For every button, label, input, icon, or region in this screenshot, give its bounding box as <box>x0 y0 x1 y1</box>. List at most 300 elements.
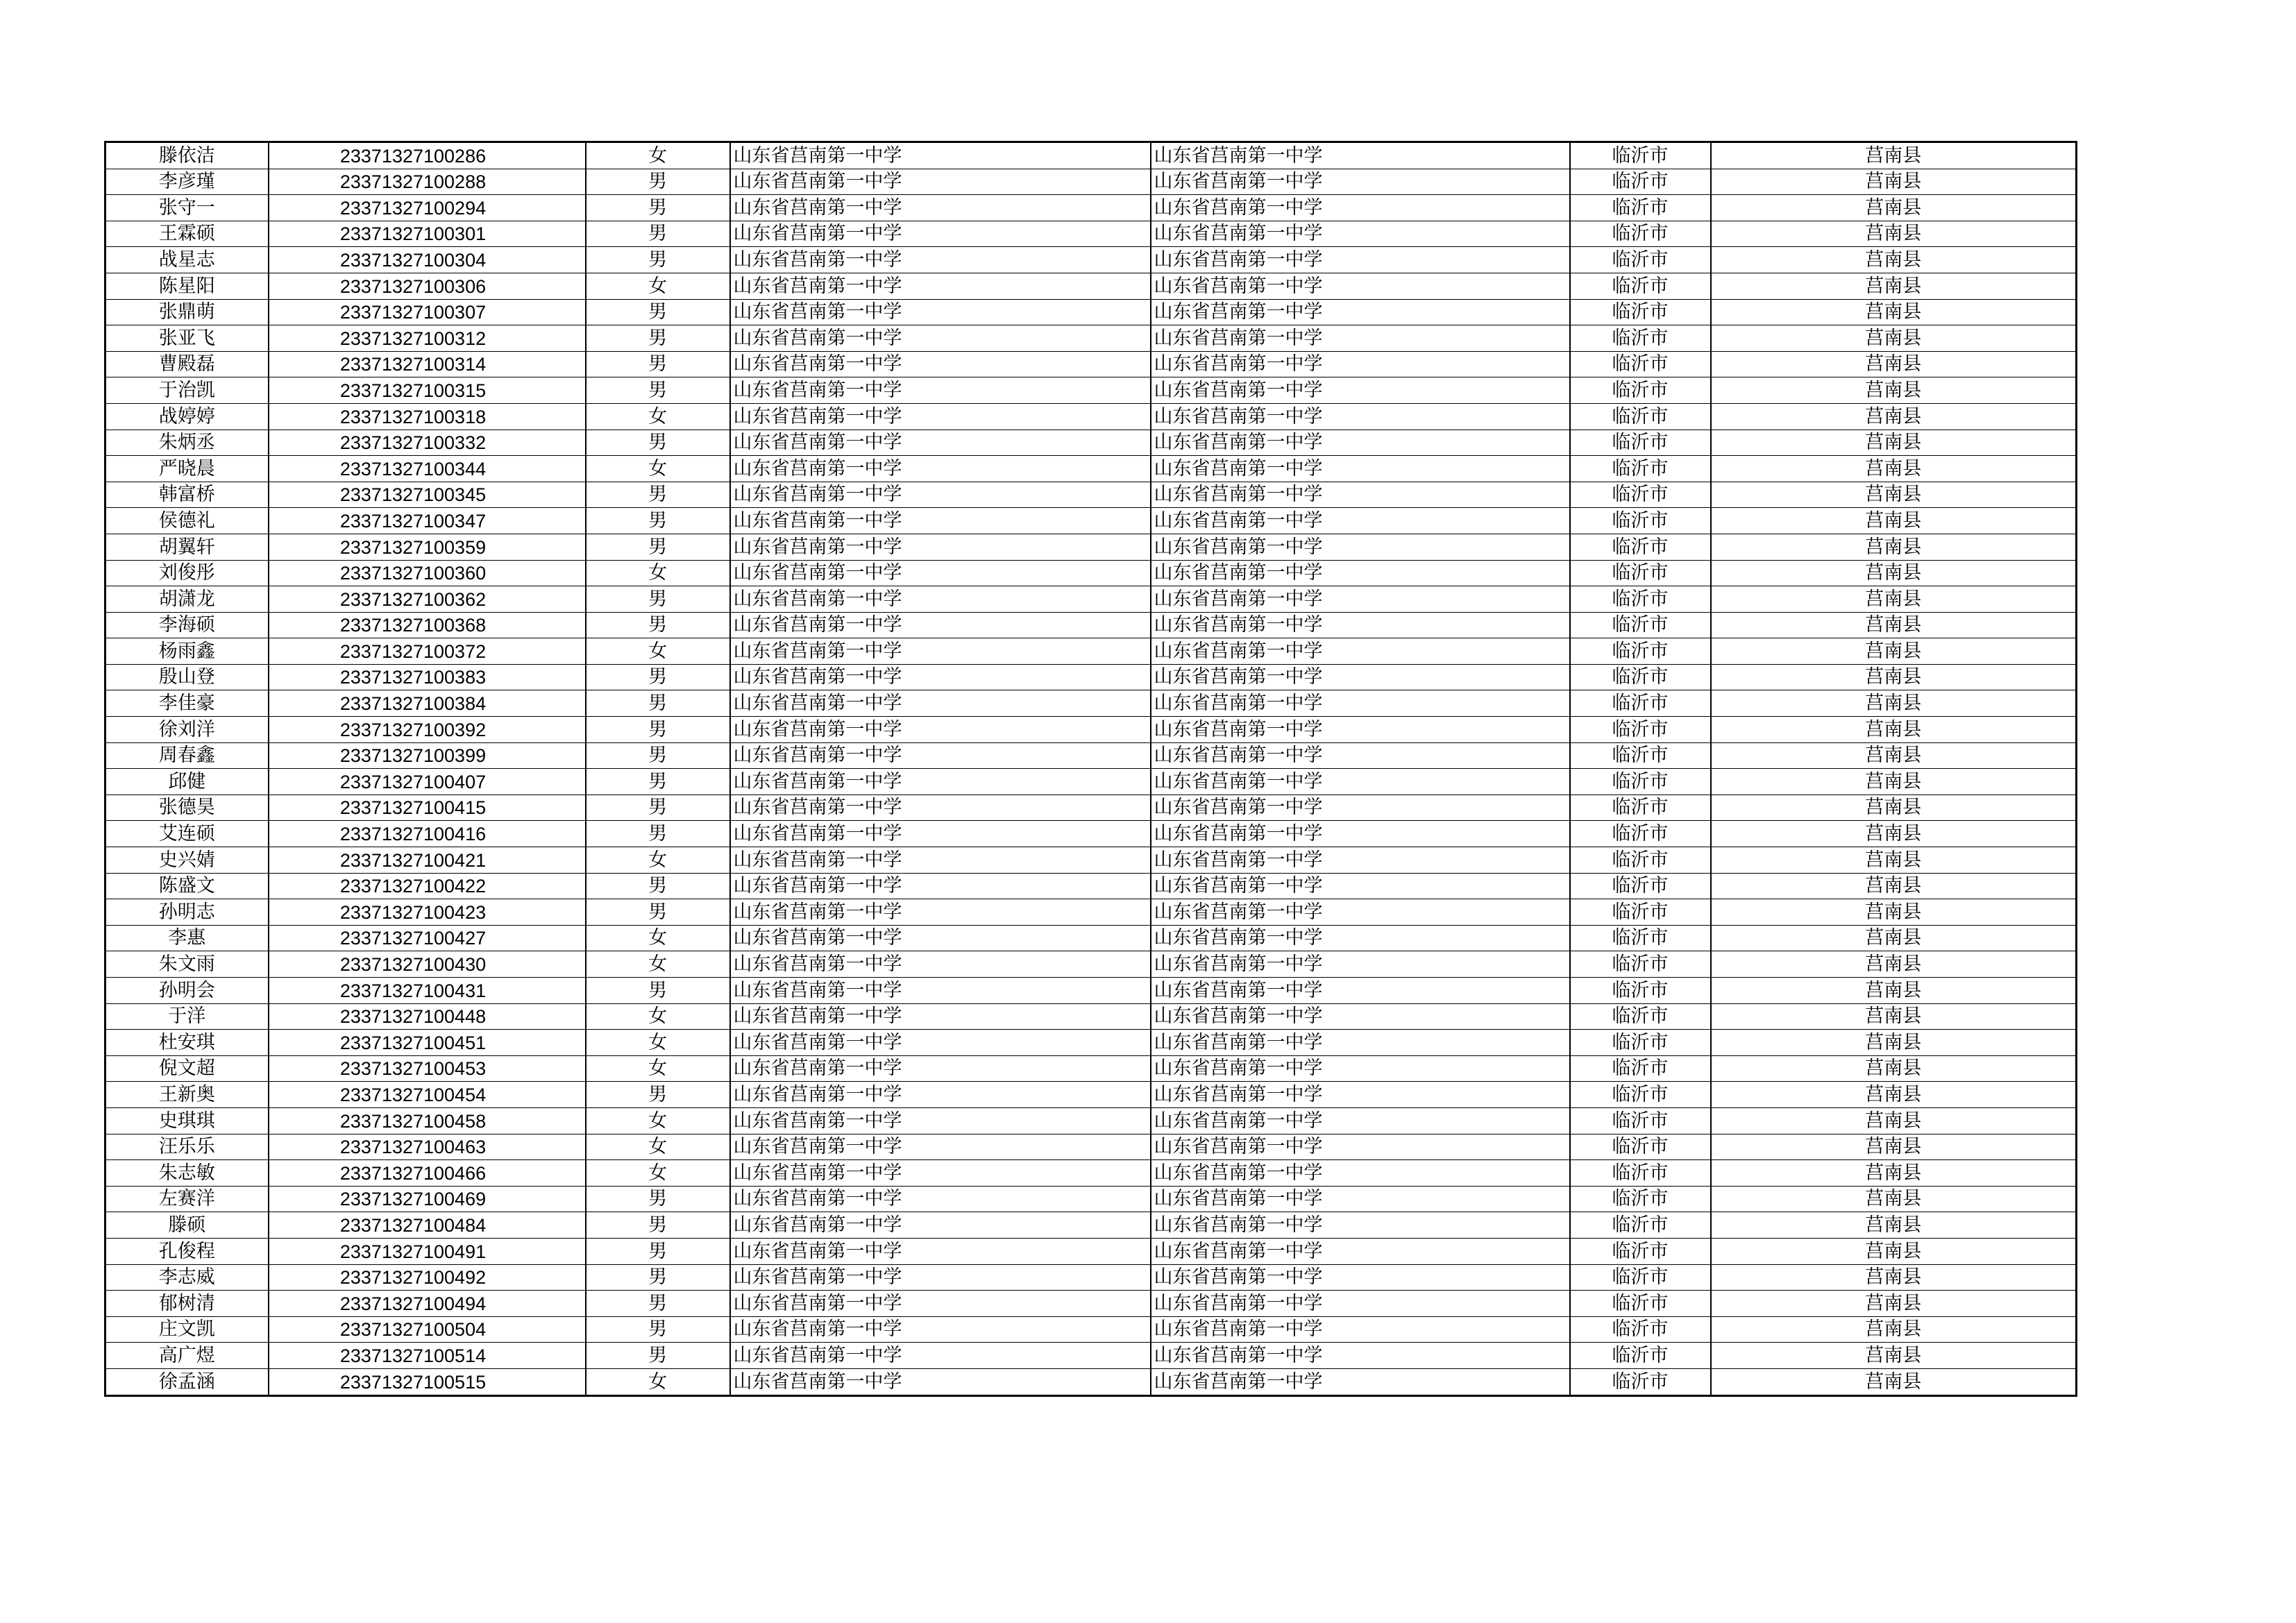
school-cell-2: 山东省莒南第一中学 <box>1151 1082 1570 1108</box>
county-cell: 莒南县 <box>1711 899 2077 926</box>
school-cell-2: 山东省莒南第一中学 <box>1151 1134 1570 1160</box>
exam-number-cell: 23371327100368 <box>269 612 586 638</box>
exam-number-cell: 23371327100458 <box>269 1107 586 1134</box>
school-cell-2: 山东省莒南第一中学 <box>1151 1368 1570 1395</box>
table-row <box>105 299 2077 325</box>
table-row <box>105 847 2077 874</box>
student-name-cell: 于洋 <box>105 1003 269 1030</box>
county-cell: 莒南县 <box>1711 1343 2077 1369</box>
county-cell: 莒南县 <box>1711 247 2077 273</box>
school-cell: 山东省莒南第一中学 <box>730 1368 1151 1395</box>
county-cell: 莒南县 <box>1711 325 2077 352</box>
school-cell: 山东省莒南第一中学 <box>730 664 1151 690</box>
school-cell: 山东省莒南第一中学 <box>730 456 1151 482</box>
school-cell-2: 山东省莒南第一中学 <box>1151 1316 1570 1343</box>
exam-number-cell: 23371327100484 <box>269 1212 586 1239</box>
table-row <box>105 1264 2077 1291</box>
student-name-cell: 徐刘洋 <box>105 717 269 743</box>
student-name-cell: 郁树清 <box>105 1291 269 1317</box>
city-cell: 临沂市 <box>1570 769 1711 795</box>
school-cell: 山东省莒南第一中学 <box>730 847 1151 874</box>
exam-number-cell: 23371327100448 <box>269 1003 586 1030</box>
gender-cell: 男 <box>586 1316 730 1343</box>
school-cell-2: 山东省莒南第一中学 <box>1151 690 1570 717</box>
gender-cell: 男 <box>586 1082 730 1108</box>
city-cell: 临沂市 <box>1570 1291 1711 1317</box>
exam-number-cell: 23371327100451 <box>269 1030 586 1056</box>
school-cell-2: 山东省莒南第一中学 <box>1151 951 1570 978</box>
exam-number-cell: 23371327100315 <box>269 377 586 404</box>
county-cell: 莒南县 <box>1711 873 2077 899</box>
gender-cell: 男 <box>586 195 730 221</box>
student-name-cell: 殷山登 <box>105 664 269 690</box>
table-row <box>105 690 2077 717</box>
exam-number-cell: 23371327100423 <box>269 899 586 926</box>
county-cell: 莒南县 <box>1711 978 2077 1004</box>
school-cell-2: 山东省莒南第一中学 <box>1151 873 1570 899</box>
county-cell: 莒南县 <box>1711 1368 2077 1395</box>
city-cell: 临沂市 <box>1570 899 1711 926</box>
county-cell: 莒南县 <box>1711 1264 2077 1291</box>
exam-number-cell: 23371327100427 <box>269 925 586 951</box>
city-cell: 临沂市 <box>1570 247 1711 273</box>
student-name-cell: 朱文雨 <box>105 951 269 978</box>
city-cell: 临沂市 <box>1570 925 1711 951</box>
gender-cell: 男 <box>586 221 730 247</box>
exam-number-cell: 23371327100515 <box>269 1368 586 1395</box>
table-row <box>105 899 2077 926</box>
table-row <box>105 821 2077 847</box>
school-cell-2: 山东省莒南第一中学 <box>1151 430 1570 456</box>
table-row <box>105 169 2077 195</box>
school-cell: 山东省莒南第一中学 <box>730 638 1151 665</box>
student-name-cell: 朱炳丞 <box>105 430 269 456</box>
county-cell: 莒南县 <box>1711 1003 2077 1030</box>
table-row <box>105 1343 2077 1369</box>
county-cell: 莒南县 <box>1711 534 2077 560</box>
exam-number-cell: 23371327100422 <box>269 873 586 899</box>
student-name-cell: 滕依洁 <box>105 142 269 169</box>
school-cell-2: 山东省莒南第一中学 <box>1151 899 1570 926</box>
school-cell: 山东省莒南第一中学 <box>730 821 1151 847</box>
county-cell: 莒南县 <box>1711 508 2077 534</box>
table-row <box>105 508 2077 534</box>
school-cell: 山东省莒南第一中学 <box>730 1082 1151 1108</box>
gender-cell: 男 <box>586 247 730 273</box>
gender-cell: 男 <box>586 586 730 613</box>
gender-cell: 男 <box>586 1343 730 1369</box>
student-name-cell: 滕硕 <box>105 1212 269 1239</box>
exam-number-cell: 23371327100345 <box>269 482 586 508</box>
student-name-cell: 朱志敏 <box>105 1160 269 1187</box>
student-name-cell: 王霖硕 <box>105 221 269 247</box>
table-row <box>105 925 2077 951</box>
school-cell: 山东省莒南第一中学 <box>730 1291 1151 1317</box>
student-name-cell: 陈盛文 <box>105 873 269 899</box>
gender-cell: 男 <box>586 325 730 352</box>
school-cell-2: 山东省莒南第一中学 <box>1151 794 1570 821</box>
table-row <box>105 1291 2077 1317</box>
table-row <box>105 742 2077 769</box>
school-cell: 山东省莒南第一中学 <box>730 534 1151 560</box>
city-cell: 临沂市 <box>1570 664 1711 690</box>
exam-number-cell: 23371327100286 <box>269 142 586 169</box>
school-cell: 山东省莒南第一中学 <box>730 1107 1151 1134</box>
city-cell: 临沂市 <box>1570 612 1711 638</box>
student-name-cell: 李惠 <box>105 925 269 951</box>
table-row <box>105 430 2077 456</box>
exam-number-cell: 23371327100344 <box>269 456 586 482</box>
table-row <box>105 794 2077 821</box>
student-name-cell: 高广煜 <box>105 1343 269 1369</box>
gender-cell: 女 <box>586 1055 730 1082</box>
school-cell: 山东省莒南第一中学 <box>730 1134 1151 1160</box>
exam-number-cell: 23371327100492 <box>269 1264 586 1291</box>
gender-cell: 女 <box>586 1107 730 1134</box>
exam-number-cell: 23371327100288 <box>269 169 586 195</box>
gender-cell: 女 <box>586 847 730 874</box>
exam-number-cell: 23371327100332 <box>269 430 586 456</box>
student-name-cell: 李佳豪 <box>105 690 269 717</box>
school-cell-2: 山东省莒南第一中学 <box>1151 560 1570 586</box>
exam-number-cell: 23371327100431 <box>269 978 586 1004</box>
school-cell-2: 山东省莒南第一中学 <box>1151 978 1570 1004</box>
school-cell-2: 山东省莒南第一中学 <box>1151 742 1570 769</box>
city-cell: 临沂市 <box>1570 847 1711 874</box>
school-cell: 山东省莒南第一中学 <box>730 612 1151 638</box>
gender-cell: 女 <box>586 273 730 299</box>
city-cell: 临沂市 <box>1570 1186 1711 1212</box>
county-cell: 莒南县 <box>1711 638 2077 665</box>
school-cell-2: 山东省莒南第一中学 <box>1151 1055 1570 1082</box>
exam-number-cell: 23371327100463 <box>269 1134 586 1160</box>
county-cell: 莒南县 <box>1711 612 2077 638</box>
county-cell: 莒南县 <box>1711 273 2077 299</box>
school-cell-2: 山东省莒南第一中学 <box>1151 325 1570 352</box>
exam-number-cell: 23371327100494 <box>269 1291 586 1317</box>
school-cell: 山东省莒南第一中学 <box>730 717 1151 743</box>
school-cell-2: 山东省莒南第一中学 <box>1151 717 1570 743</box>
table-row <box>105 1212 2077 1239</box>
table-row <box>105 638 2077 665</box>
school-cell-2: 山东省莒南第一中学 <box>1151 247 1570 273</box>
city-cell: 临沂市 <box>1570 221 1711 247</box>
student-name-cell: 孙明会 <box>105 978 269 1004</box>
school-cell-2: 山东省莒南第一中学 <box>1151 273 1570 299</box>
school-cell: 山东省莒南第一中学 <box>730 742 1151 769</box>
county-cell: 莒南县 <box>1711 1160 2077 1187</box>
student-name-cell: 李彦瑾 <box>105 169 269 195</box>
city-cell: 临沂市 <box>1570 482 1711 508</box>
gender-cell: 男 <box>586 534 730 560</box>
school-cell-2: 山东省莒南第一中学 <box>1151 664 1570 690</box>
exam-number-cell: 23371327100383 <box>269 664 586 690</box>
city-cell: 临沂市 <box>1570 1264 1711 1291</box>
exam-number-cell: 23371327100307 <box>269 299 586 325</box>
city-cell: 临沂市 <box>1570 1030 1711 1056</box>
school-cell-2: 山东省莒南第一中学 <box>1151 195 1570 221</box>
gender-cell: 男 <box>586 978 730 1004</box>
county-cell: 莒南县 <box>1711 142 2077 169</box>
school-cell: 山东省莒南第一中学 <box>730 794 1151 821</box>
school-cell: 山东省莒南第一中学 <box>730 1316 1151 1343</box>
gender-cell: 女 <box>586 951 730 978</box>
student-name-cell: 邱健 <box>105 769 269 795</box>
county-cell: 莒南县 <box>1711 769 2077 795</box>
city-cell: 临沂市 <box>1570 325 1711 352</box>
table-row <box>105 873 2077 899</box>
county-cell: 莒南县 <box>1711 221 2077 247</box>
exam-number-cell: 23371327100362 <box>269 586 586 613</box>
school-cell-2: 山东省莒南第一中学 <box>1151 1343 1570 1369</box>
student-name-cell: 张鼎萌 <box>105 299 269 325</box>
school-cell: 山东省莒南第一中学 <box>730 873 1151 899</box>
school-cell: 山东省莒南第一中学 <box>730 482 1151 508</box>
student-name-cell: 孔俊程 <box>105 1238 269 1264</box>
student-name-cell: 侯德礼 <box>105 508 269 534</box>
school-cell: 山东省莒南第一中学 <box>730 1238 1151 1264</box>
school-cell-2: 山东省莒南第一中学 <box>1151 456 1570 482</box>
table-row <box>105 1030 2077 1056</box>
exam-number-cell: 23371327100372 <box>269 638 586 665</box>
city-cell: 临沂市 <box>1570 351 1711 377</box>
table-row <box>105 377 2077 404</box>
exam-number-cell: 23371327100421 <box>269 847 586 874</box>
exam-number-cell: 23371327100491 <box>269 1238 586 1264</box>
school-cell-2: 山东省莒南第一中学 <box>1151 299 1570 325</box>
gender-cell: 女 <box>586 1160 730 1187</box>
school-cell-2: 山东省莒南第一中学 <box>1151 847 1570 874</box>
student-name-cell: 汪乐乐 <box>105 1134 269 1160</box>
student-name-cell: 战星志 <box>105 247 269 273</box>
gender-cell: 男 <box>586 351 730 377</box>
gender-cell: 女 <box>586 1134 730 1160</box>
gender-cell: 男 <box>586 1264 730 1291</box>
exam-number-cell: 23371327100359 <box>269 534 586 560</box>
school-cell: 山东省莒南第一中学 <box>730 925 1151 951</box>
exam-number-cell: 23371327100469 <box>269 1186 586 1212</box>
exam-number-cell: 23371327100314 <box>269 351 586 377</box>
exam-number-cell: 23371327100294 <box>269 195 586 221</box>
student-name-cell: 李海硕 <box>105 612 269 638</box>
gender-cell: 男 <box>586 717 730 743</box>
table-row <box>105 612 2077 638</box>
table-row <box>105 273 2077 299</box>
student-name-cell: 胡潇龙 <box>105 586 269 613</box>
table-row <box>105 1134 2077 1160</box>
student-name-cell: 左赛洋 <box>105 1186 269 1212</box>
county-cell: 莒南县 <box>1711 586 2077 613</box>
exam-number-cell: 23371327100514 <box>269 1343 586 1369</box>
student-name-cell: 庄文凯 <box>105 1316 269 1343</box>
exam-number-cell: 23371327100347 <box>269 508 586 534</box>
student-name-cell: 陈星阳 <box>105 273 269 299</box>
exam-number-cell: 23371327100466 <box>269 1160 586 1187</box>
table-row <box>105 195 2077 221</box>
exam-number-cell: 23371327100306 <box>269 273 586 299</box>
student-name-cell: 胡翼轩 <box>105 534 269 560</box>
city-cell: 临沂市 <box>1570 508 1711 534</box>
table-row <box>105 717 2077 743</box>
school-cell: 山东省莒南第一中学 <box>730 299 1151 325</box>
student-name-cell: 曹殿磊 <box>105 351 269 377</box>
exam-number-cell: 23371327100399 <box>269 742 586 769</box>
school-cell: 山东省莒南第一中学 <box>730 899 1151 926</box>
gender-cell: 男 <box>586 169 730 195</box>
school-cell-2: 山东省莒南第一中学 <box>1151 821 1570 847</box>
gender-cell: 男 <box>586 482 730 508</box>
city-cell: 临沂市 <box>1570 142 1711 169</box>
student-name-cell: 孙明志 <box>105 899 269 926</box>
city-cell: 临沂市 <box>1570 195 1711 221</box>
school-cell: 山东省莒南第一中学 <box>730 430 1151 456</box>
school-cell-2: 山东省莒南第一中学 <box>1151 638 1570 665</box>
school-cell: 山东省莒南第一中学 <box>730 273 1151 299</box>
county-cell: 莒南县 <box>1711 1316 2077 1343</box>
table-row <box>105 1003 2077 1030</box>
table-row <box>105 351 2077 377</box>
school-cell-2: 山东省莒南第一中学 <box>1151 1160 1570 1187</box>
school-cell-2: 山东省莒南第一中学 <box>1151 769 1570 795</box>
county-cell: 莒南县 <box>1711 1186 2077 1212</box>
table-row <box>105 560 2077 586</box>
county-cell: 莒南县 <box>1711 951 2077 978</box>
county-cell: 莒南县 <box>1711 925 2077 951</box>
school-cell-2: 山东省莒南第一中学 <box>1151 221 1570 247</box>
city-cell: 临沂市 <box>1570 1316 1711 1343</box>
gender-cell: 女 <box>586 638 730 665</box>
school-cell-2: 山东省莒南第一中学 <box>1151 1186 1570 1212</box>
student-name-cell: 杜安琪 <box>105 1030 269 1056</box>
school-cell-2: 山东省莒南第一中学 <box>1151 403 1570 430</box>
city-cell: 临沂市 <box>1570 169 1711 195</box>
city-cell: 临沂市 <box>1570 377 1711 404</box>
gender-cell: 男 <box>586 742 730 769</box>
exam-number-cell: 23371327100304 <box>269 247 586 273</box>
table-row <box>105 482 2077 508</box>
gender-cell: 男 <box>586 873 730 899</box>
school-cell-2: 山东省莒南第一中学 <box>1151 1107 1570 1134</box>
school-cell-2: 山东省莒南第一中学 <box>1151 1291 1570 1317</box>
county-cell: 莒南县 <box>1711 847 2077 874</box>
school-cell-2: 山东省莒南第一中学 <box>1151 169 1570 195</box>
table-row <box>105 247 2077 273</box>
school-cell: 山东省莒南第一中学 <box>730 1264 1151 1291</box>
city-cell: 临沂市 <box>1570 821 1711 847</box>
student-name-cell: 倪文超 <box>105 1055 269 1082</box>
city-cell: 临沂市 <box>1570 403 1711 430</box>
county-cell: 莒南县 <box>1711 1055 2077 1082</box>
exam-number-cell: 23371327100312 <box>269 325 586 352</box>
gender-cell: 男 <box>586 377 730 404</box>
school-cell: 山东省莒南第一中学 <box>730 1186 1151 1212</box>
student-name-cell: 张守一 <box>105 195 269 221</box>
gender-cell: 男 <box>586 1186 730 1212</box>
exam-number-cell: 23371327100415 <box>269 794 586 821</box>
gender-cell: 男 <box>586 1238 730 1264</box>
city-cell: 临沂市 <box>1570 273 1711 299</box>
school-cell-2: 山东省莒南第一中学 <box>1151 1003 1570 1030</box>
exam-number-cell: 23371327100301 <box>269 221 586 247</box>
school-cell: 山东省莒南第一中学 <box>730 1055 1151 1082</box>
table-row <box>105 951 2077 978</box>
county-cell: 莒南县 <box>1711 1134 2077 1160</box>
county-cell: 莒南县 <box>1711 1212 2077 1239</box>
city-cell: 临沂市 <box>1570 873 1711 899</box>
table-body <box>105 142 2077 1396</box>
school-cell: 山东省莒南第一中学 <box>730 142 1151 169</box>
city-cell: 临沂市 <box>1570 978 1711 1004</box>
city-cell: 临沂市 <box>1570 1343 1711 1369</box>
school-cell: 山东省莒南第一中学 <box>730 351 1151 377</box>
table-row <box>105 142 2077 169</box>
student-name-cell: 王新奥 <box>105 1082 269 1108</box>
table-row <box>105 456 2077 482</box>
table-row <box>105 664 2077 690</box>
school-cell-2: 山东省莒南第一中学 <box>1151 1030 1570 1056</box>
student-name-cell: 韩富桥 <box>105 482 269 508</box>
city-cell: 临沂市 <box>1570 430 1711 456</box>
school-cell-2: 山东省莒南第一中学 <box>1151 1238 1570 1264</box>
student-name-cell: 刘俊彤 <box>105 560 269 586</box>
gender-cell: 女 <box>586 1030 730 1056</box>
exam-number-cell: 23371327100454 <box>269 1082 586 1108</box>
city-cell: 临沂市 <box>1570 1107 1711 1134</box>
gender-cell: 男 <box>586 612 730 638</box>
county-cell: 莒南县 <box>1711 169 2077 195</box>
city-cell: 临沂市 <box>1570 794 1711 821</box>
exam-number-cell: 23371327100430 <box>269 951 586 978</box>
city-cell: 临沂市 <box>1570 717 1711 743</box>
table-row <box>105 325 2077 352</box>
school-cell-2: 山东省莒南第一中学 <box>1151 586 1570 613</box>
city-cell: 临沂市 <box>1570 560 1711 586</box>
student-name-cell: 周春鑫 <box>105 742 269 769</box>
gender-cell: 男 <box>586 899 730 926</box>
school-cell-2: 山东省莒南第一中学 <box>1151 1264 1570 1291</box>
student-name-cell: 史兴婧 <box>105 847 269 874</box>
city-cell: 临沂市 <box>1570 586 1711 613</box>
school-cell: 山东省莒南第一中学 <box>730 221 1151 247</box>
city-cell: 临沂市 <box>1570 1238 1711 1264</box>
gender-cell: 男 <box>586 794 730 821</box>
student-name-cell: 艾连硕 <box>105 821 269 847</box>
county-cell: 莒南县 <box>1711 351 2077 377</box>
city-cell: 临沂市 <box>1570 1082 1711 1108</box>
student-name-cell: 于治凯 <box>105 377 269 404</box>
gender-cell: 女 <box>586 1003 730 1030</box>
county-cell: 莒南县 <box>1711 377 2077 404</box>
table-row <box>105 586 2077 613</box>
school-cell: 山东省莒南第一中学 <box>730 195 1151 221</box>
city-cell: 临沂市 <box>1570 1212 1711 1239</box>
school-cell-2: 山东省莒南第一中学 <box>1151 351 1570 377</box>
gender-cell: 男 <box>586 430 730 456</box>
school-cell: 山东省莒南第一中学 <box>730 377 1151 404</box>
student-name-cell: 杨雨鑫 <box>105 638 269 665</box>
city-cell: 临沂市 <box>1570 1160 1711 1187</box>
gender-cell: 女 <box>586 1368 730 1395</box>
city-cell: 临沂市 <box>1570 299 1711 325</box>
school-cell: 山东省莒南第一中学 <box>730 1160 1151 1187</box>
student-name-cell: 张亚飞 <box>105 325 269 352</box>
student-name-cell: 史琪琪 <box>105 1107 269 1134</box>
table-row <box>105 1238 2077 1264</box>
student-name-cell: 严晓晨 <box>105 456 269 482</box>
school-cell-2: 山东省莒南第一中学 <box>1151 508 1570 534</box>
city-cell: 临沂市 <box>1570 1368 1711 1395</box>
county-cell: 莒南县 <box>1711 664 2077 690</box>
